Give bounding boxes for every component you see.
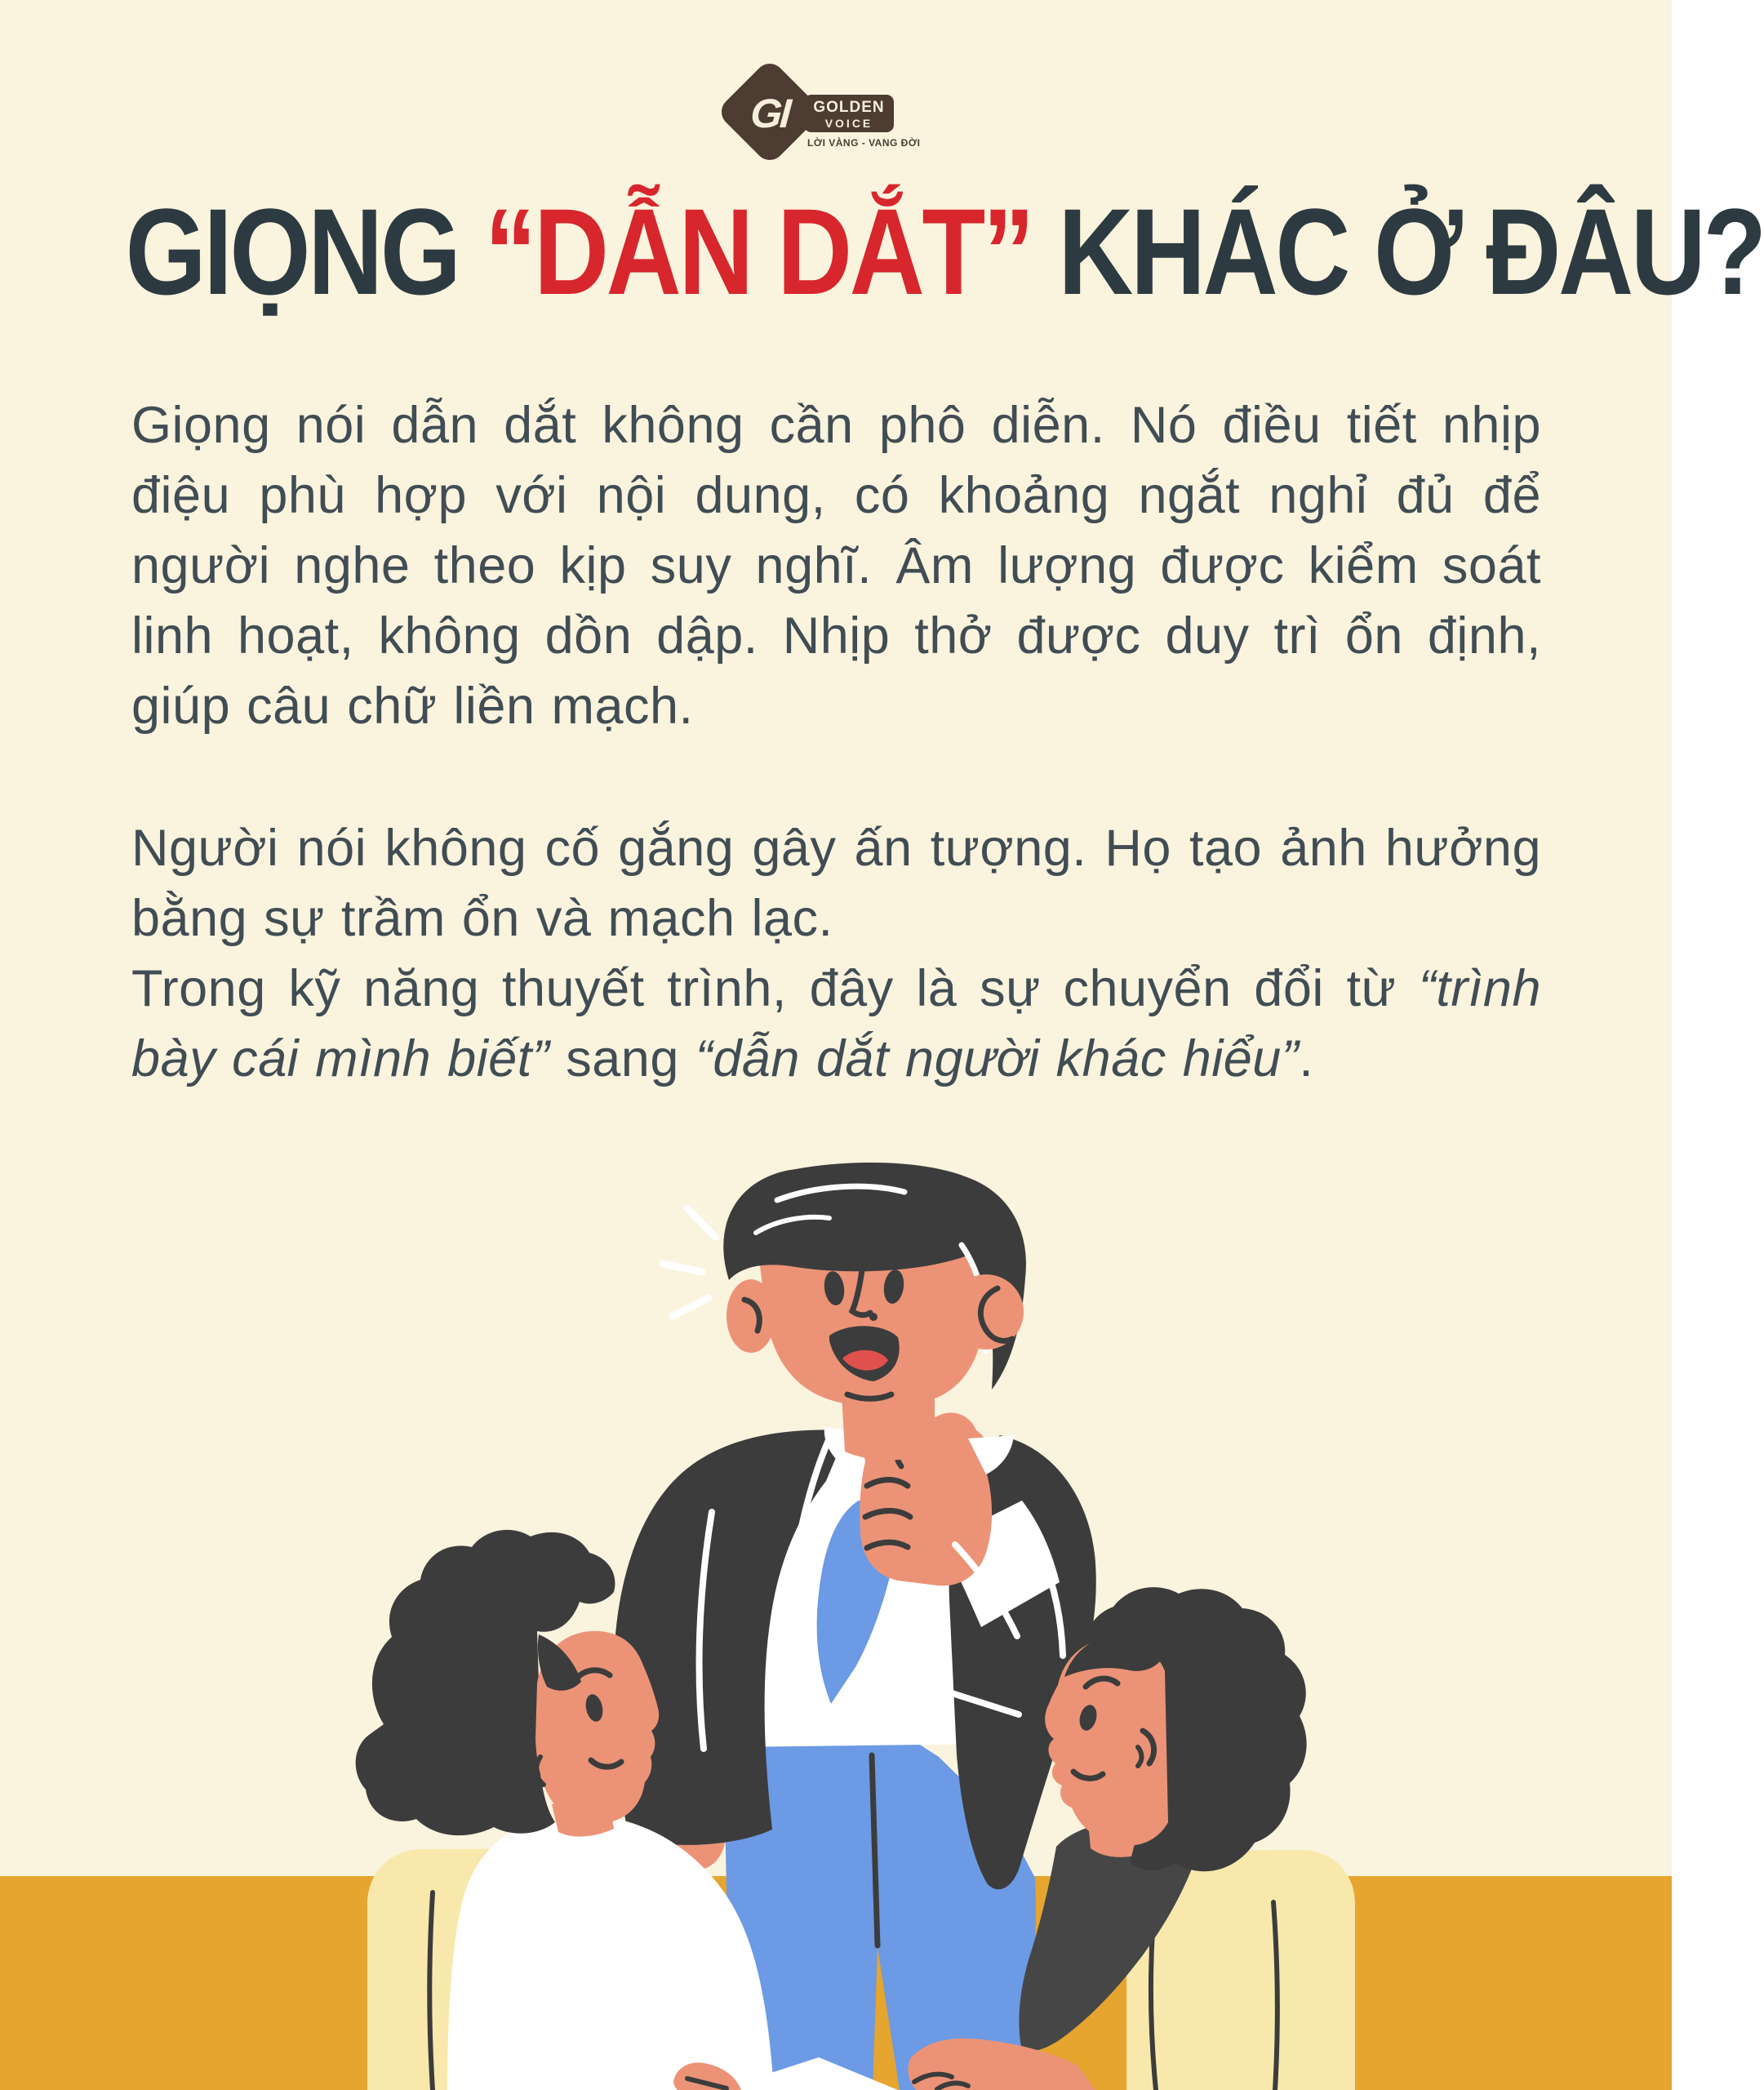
speaker-nose-dot [869,1313,878,1321]
logo-wordmark [804,95,894,132]
logo-wordmark-line2: VOICE [824,117,873,130]
title-prefix: GIỌNG [125,183,485,320]
speech-line [687,1208,715,1237]
paragraph-1: Giọng nói dẫn dắt không cần phô diễn. Nó điều tiết nhịp điệu phù hợp với nội dung, có khoảng ngắt nghỉ đủ để người nghe theo kịp suy nghĩ. Âm lượng được kiểm soát linh hoạt, không dồn dập. Nhịp thở được duy trì ổn định, giúp câu chữ liền mạch. [131,397,1541,735]
brand-logo [729,60,921,175]
speaker-illustration [0,1167,1672,2090]
paragraph-3-text: Trong kỹ năng thuyết trình, đây là sự chuyển đổi từ [131,960,1419,1017]
speaker-ear-left [726,1279,775,1353]
logo-monogram: GI [749,91,791,136]
page-title [125,183,1764,320]
paragraph-2: Người nói không cố gắng gây ấn tượng. Họ tạo ảnh hưởng bằng sự trầm ổn và mạch lạc. [131,820,1541,947]
speech-line [663,1264,702,1272]
logo-wordmark-line1: GOLDEN [813,99,885,116]
title-suffix: KHÁC Ở ĐÂU? [1032,183,1764,320]
paragraph-3-quote-1: “trình bày cái mình biết” [131,960,1541,1087]
paragraph-3-text: . [1299,1030,1314,1087]
paragraph-3 [131,954,1541,1094]
title-highlight: “DẪN DẮT” [484,183,1033,320]
body-text [131,390,1541,1094]
logo-tagline: LỜI VÀNG - VANG ĐỜI [807,137,921,149]
listener-left-shirt [447,1816,774,2090]
speech-line [673,1298,709,1316]
paragraph-3-quote-2: “dẫn dắt người khác hiểu” [695,1030,1300,1087]
paragraph-3-text: sang [549,1030,695,1087]
